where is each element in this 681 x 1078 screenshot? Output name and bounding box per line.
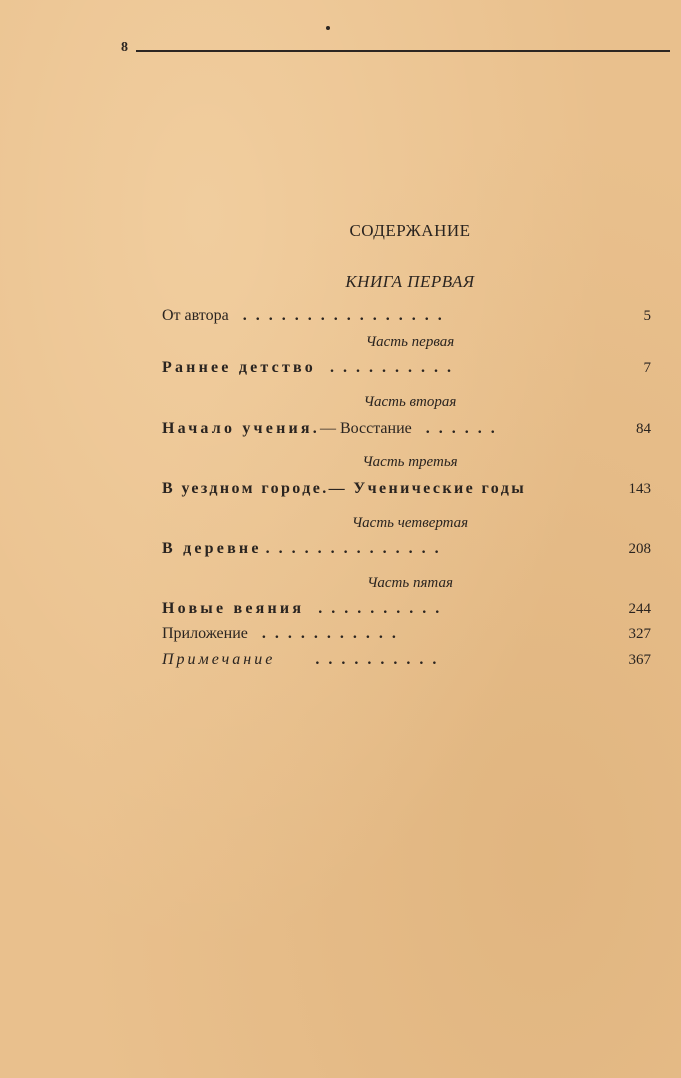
page-number: 143 xyxy=(628,481,651,497)
toc-entry-district-town xyxy=(162,480,651,502)
page-mark: 8 xyxy=(121,40,128,55)
part-heading-2: Часть вторая xyxy=(363,394,457,410)
page-number: 7 xyxy=(643,360,651,376)
entry-label: От автора xyxy=(162,307,229,324)
toc-entry-early-childhood xyxy=(162,359,651,381)
part-heading-5: Часть пятая xyxy=(367,575,453,591)
leader-dots: .............. xyxy=(265,540,448,557)
part-heading-4: Часть четвертая xyxy=(351,515,469,531)
entry-label: Приложение xyxy=(162,625,248,642)
entry-label: Примечание xyxy=(162,651,276,668)
part-heading-1: Часть первая xyxy=(365,334,455,350)
page-number: 84 xyxy=(636,421,651,437)
page-number: 367 xyxy=(628,652,651,668)
entry-label-plain: — Восстание xyxy=(319,420,412,437)
toc-entry-beginning-of-studies xyxy=(162,420,651,442)
entry-label: В уездном городе.— Ученические годы xyxy=(162,480,527,497)
page-number: 244 xyxy=(628,601,651,617)
entry-label: Раннее детство xyxy=(162,359,316,376)
page-number: 327 xyxy=(628,626,651,642)
page-number: 5 xyxy=(643,308,651,324)
leader-dots: .......... xyxy=(315,651,446,668)
toc-title: СОДЕРЖАНИЕ xyxy=(349,221,471,240)
part-heading-3: Часть третья xyxy=(362,454,458,470)
entry-label: Новые веяния xyxy=(162,600,305,617)
leader-dots: .......... xyxy=(318,600,449,617)
book-title: КНИГА ПЕРВАЯ xyxy=(345,272,475,291)
entry-label-spaced: Начало учения. xyxy=(162,420,320,437)
toc-entry-appendix xyxy=(162,625,651,647)
page-number: 208 xyxy=(628,541,651,557)
leader-dots: ................ xyxy=(242,307,451,324)
toc-entry-notes xyxy=(162,651,651,673)
header-rule xyxy=(136,50,670,52)
toc-entry-preface xyxy=(162,307,651,329)
leader-dots: .......... xyxy=(329,359,460,376)
toc-entry-in-village xyxy=(162,540,651,562)
leader-dots: ...... xyxy=(425,420,504,437)
leader-dots: ........... xyxy=(261,625,405,642)
entry-label: В деревне xyxy=(162,540,262,557)
entry-label xyxy=(162,420,412,438)
toc-entry-new-trends xyxy=(162,600,651,622)
ink-dot xyxy=(326,26,330,30)
